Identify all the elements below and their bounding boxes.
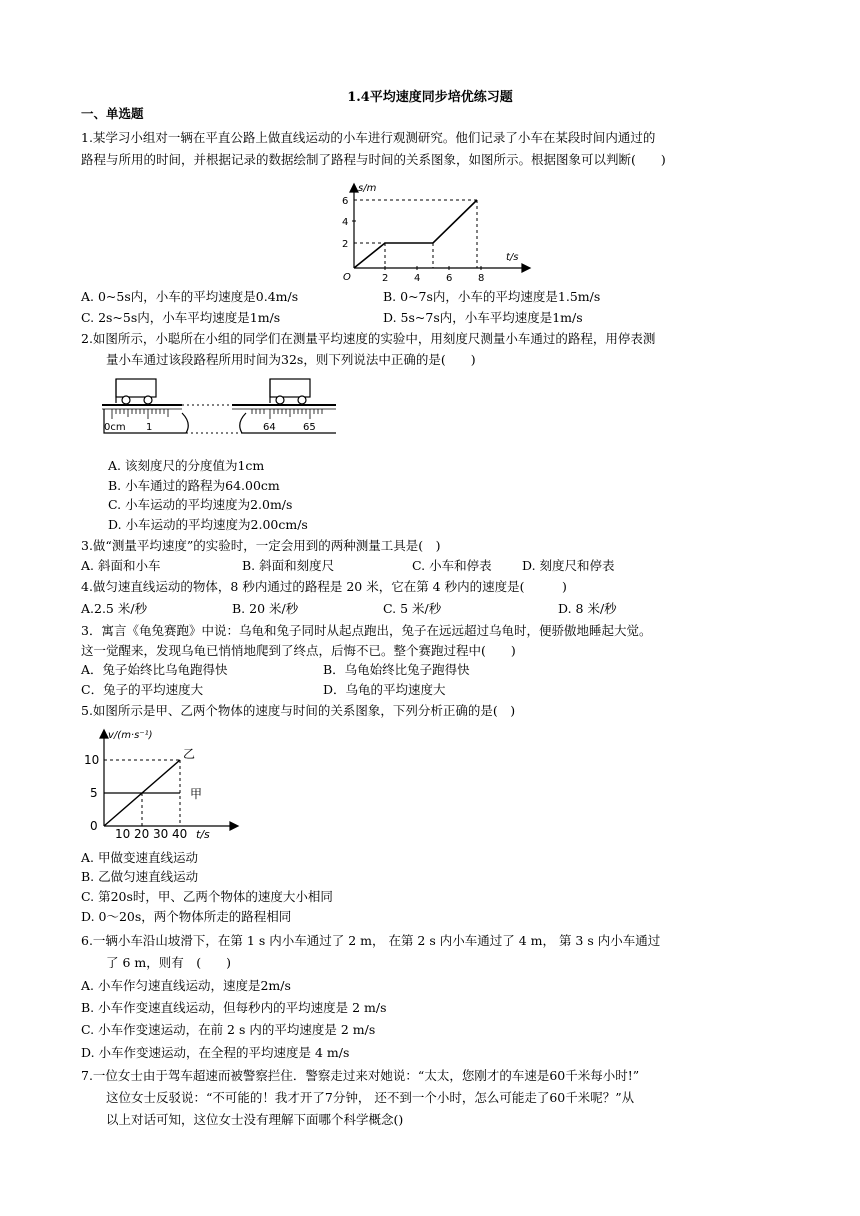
q1-xtick-4: 4 (414, 273, 421, 284)
q1-x-axis-label: t/s (506, 252, 519, 263)
ruler-label-0cm: 0cm (104, 422, 126, 433)
q5-option-d[interactable]: D. 0～20s，两个物体所走的路程相同 (81, 909, 292, 924)
q1-option-b[interactable]: B. 0~7s内，小车的平均速度是1.5m/s (383, 289, 601, 304)
section-heading: 一、单选题 (81, 106, 144, 121)
q5-ytick-10: 10 (84, 753, 100, 767)
ruler-label-65: 65 (303, 422, 316, 433)
q5-stem: 5.如图所示是甲、乙两个物体的速度与时间的关系图象，下列分析正确的是( ) (81, 703, 516, 718)
q5-option-b[interactable]: B. 乙做匀速直线运动 (81, 869, 199, 884)
q6-stem-line1: 6.一辆小车沿山坡滑下，在第 1 s 内小车通过了 2 m， 在第 2 s 内小车通过了 4 m， 第 3 s 内小车通过 (81, 933, 661, 948)
q1-stem-line2: 路程与所用的时间，并根据记录的数据绘制了路程与时间的关系图象，如图所示。根据图象可以判断( ) (81, 152, 666, 167)
q4-stem: 4.做匀速直线运动的物体，8 秒内通过的路程是 20 米，它在第 4 秒内的速度是( ) (81, 579, 567, 594)
q3b-option-c[interactable]: C．兔子的平均速度大 (81, 682, 204, 697)
q1-origin-label: O (343, 272, 351, 283)
q5-series-label-jia: 甲 (190, 787, 203, 801)
q5-xtick-40: 40 (172, 827, 188, 841)
q2-option-a[interactable]: A. 该刻度尺的分度值为1cm (108, 458, 265, 473)
q7-stem-line2: 这位女士反驳说：“不可能的！我才开了7分钟， 还不到一个小时，怎么可能走了60千米呢？”从 (106, 1090, 635, 1105)
q3a-option-b[interactable]: B. 斜面和刻度尺 (242, 558, 335, 573)
q3b-option-a[interactable]: A．兔子始终比乌龟跑得快 (81, 662, 228, 677)
q1-graph (336, 180, 532, 284)
q5-xtick-30: 30 (153, 827, 169, 841)
q2-stem-line2: 量小车通过该段路程所用时间为32s，则下列说法中正确的是( ) (106, 352, 476, 367)
q3a-option-a[interactable]: A. 斜面和小车 (81, 558, 161, 573)
q1-option-a[interactable]: A. 0~5s内，小车的平均速度是0.4m/s (81, 289, 299, 304)
q4-option-c[interactable]: C. 5 米/秒 (383, 601, 442, 616)
q2-ruler-figure (100, 373, 340, 453)
q1-y-axis-label: s/m (358, 183, 377, 194)
q1-ytick-2: 2 (342, 239, 349, 250)
q5-xtick-20: 20 (134, 827, 150, 841)
cart-right (270, 379, 310, 404)
q5-series-label-yi: 乙 (183, 747, 196, 761)
q5-ytick-5: 5 (90, 786, 98, 800)
q1-xtick-2: 2 (382, 273, 389, 284)
q6-option-a[interactable]: A. 小车作匀速直线运动，速度是2m/s (81, 978, 291, 993)
q6-option-c[interactable]: C. 小车作变速运动，在前 2 s 内的平均速度是 2 m/s (81, 1022, 376, 1037)
q2-option-b[interactable]: B. 小车通过的路程为64.00cm (108, 478, 280, 493)
q3a-option-c[interactable]: C. 小车和停表 (412, 558, 492, 573)
q5-ytick-0: 0 (90, 819, 98, 833)
q3b-stem-line1: 3．寓言《龟兔赛跑》中说：乌龟和兔子同时从起点跑出，兔子在远远超过乌龟时，便骄傲地睡起大觉。 (81, 623, 652, 638)
q1-stem-line1: 1.某学习小组对一辆在平直公路上做直线运动的小车进行观测研究。他们记录了小车在某段时间内通过的 (81, 130, 656, 145)
q2-option-d[interactable]: D. 小车运动的平均速度为2.00cm/s (108, 517, 308, 532)
q5-option-a[interactable]: A. 甲做变速直线运动 (81, 850, 198, 865)
q6-option-b[interactable]: B. 小车作变速直线运动，但每秒内的平均速度是 2 m/s (81, 1000, 387, 1015)
page-title: 1.4平均速度同步培优练习题 (347, 90, 513, 105)
q3b-option-d[interactable]: D．乌龟的平均速度大 (323, 682, 446, 697)
q7-stem-line1: 7.一位女士由于驾车超速而被警察拦住．警察走过来对她说：“太太，您刚才的车速是60千米每小时!” (81, 1068, 640, 1083)
q5-y-axis-label: v/(m·s⁻¹) (108, 730, 153, 741)
q4-option-d[interactable]: D. 8 米/秒 (558, 601, 617, 616)
q6-option-d[interactable]: D. 小车作变速运动，在全程的平均速度是 4 m/s (81, 1045, 350, 1060)
q6-stem-line2: 了 6 m，则有 ( ) (106, 955, 232, 970)
q3a-option-d[interactable]: D. 刻度尺和停表 (522, 558, 615, 573)
q5-xtick-10: 10 (115, 827, 131, 841)
q1-option-c[interactable]: C. 2s~5s内，小车平均速度是1m/s (81, 310, 281, 325)
q2-option-c[interactable]: C. 小车运动的平均速度为2.0m/s (108, 497, 293, 512)
q1-xtick-6: 6 (446, 273, 453, 284)
q5-option-c[interactable]: C. 第20s时，甲、乙两个物体的速度大小相同 (81, 889, 333, 904)
q3a-stem: 3.做“测量平均速度”的实验时，一定会用到的两种测量工具是( ) (81, 538, 441, 553)
q2-stem-line1: 2.如图所示，小聪所在小组的同学们在测量平均速度的实验中，用刻度尺测量小车通过的路程，用停表测 (81, 331, 656, 346)
q1-option-d[interactable]: D. 5s~7s内，小车平均速度是1m/s (383, 310, 583, 325)
q3b-option-b[interactable]: B．乌龟始终比兔子跑得快 (323, 662, 470, 677)
q7-stem-line3: 以上对话可知，这位女士没有理解下面哪个科学概念() (106, 1112, 404, 1127)
q3b-stem-line2: 这一觉醒来，发现乌龟已悄悄地爬到了终点，后悔不已。整个赛跑过程中( ) (81, 643, 516, 658)
ruler-label-1: 1 (146, 422, 153, 433)
q5-x-axis-label: t/s (196, 828, 210, 841)
q1-data-line (354, 200, 477, 268)
q4-option-b[interactable]: B. 20 米/秒 (232, 601, 299, 616)
q1-ytick-4: 4 (342, 217, 349, 228)
cart-left (116, 379, 156, 404)
q5-graph (82, 726, 242, 844)
q4-option-a[interactable]: A.2.5 米/秒 (81, 601, 148, 616)
q1-xtick-8: 8 (478, 273, 485, 284)
q1-ytick-6: 6 (342, 196, 349, 207)
ruler-label-64: 64 (263, 422, 276, 433)
